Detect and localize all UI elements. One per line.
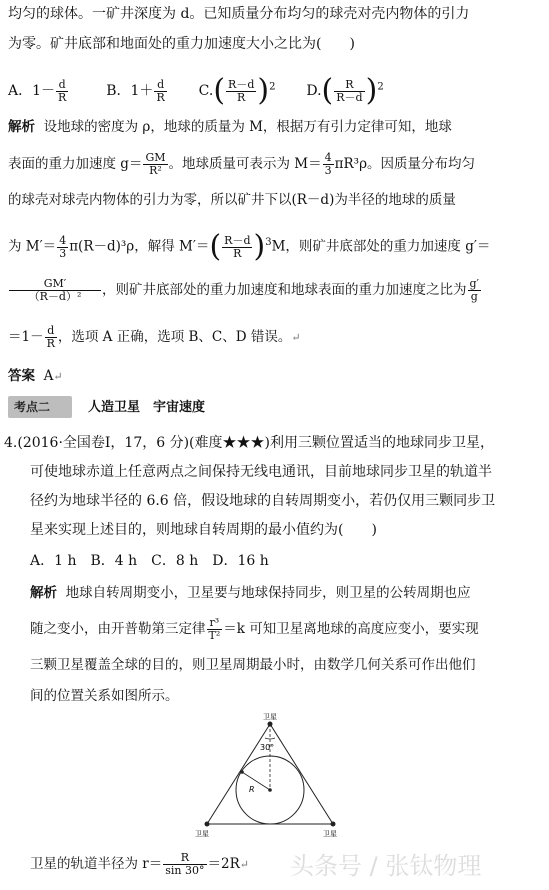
option-c: C.( $\frac{R-d}{R}$ )$^2$ [198,73,276,108]
q3-stem-line2: 为零。矿井底部和地面处的重力加速度大小之比为( ) [8,36,355,52]
angle-arc [265,738,275,739]
label-radius: R [249,785,255,794]
satellite-left [205,822,210,827]
answer-value: A [43,368,54,384]
tangent-point [240,770,244,774]
q4-line3: 径约为地球半径的 6.6 倍，假设地球的自转周期变小，若仍仅用三颗同步卫 [30,493,496,509]
q3-jiexi-line4: 为 M′＝ $\frac{4}{3}$ π(R－d)³ρ，解得 M′＝( $\frac{R-d}{R}$ )$^3$M，则矿井底部处的重力加速度 g′＝ [8,229,491,264]
q3-jiexi-line5: $\frac{GM'}{\text{（R－d）²}}$ ，则矿井底部处的重力加速度和地球表面的重力加速度之比为 $\frac{g'}{g}$ [8,278,482,303]
answer-label: 答案 [8,368,35,384]
option-d: D.( $\frac{R}{R-d}$ )$^2$ [306,73,384,108]
q3-jiexi-line2: 表面的重力加速度 g＝ $\frac{GM}{\text{R²}}$ 。地球质量可表示为 M＝ $\frac{4}{3}$ πR³ρ。因质量分布均匀 [8,151,476,177]
q3-jiexi-line3: 的球壳对球壳内物体的引力为零，所以矿井下以(R－d)为半径的地球的质量 [8,192,456,208]
earth-center [268,788,272,792]
q4-line2: 可使地球赤道上任意两点之间保持无线电通讯，目前地球同步卫星的轨道半 [30,464,492,480]
q4-final-line: 卫星的轨道半径为 r＝ $\frac{R}{\sin 30^\circ}$ ＝2R↵ [30,851,249,877]
q3-jiexi-line1: 解析 设地球的密度为 ρ，地球的质量为 M，根据万有引力定律可知，地球 [8,119,452,135]
section-title: 人造卫星 宇宙速度 [88,400,206,415]
q3-jiexi-line6: ＝1－ $\frac{d}{R}$ ，选项 A 正确，选项 B、C、D 错误。↵ [8,324,301,350]
label-angle: 30° [260,743,275,752]
q3-options [8,73,384,108]
satellite-right [331,822,336,827]
q4-jiexi-line2: 随之变小，由开普勒第三定律 $\frac{\text{r³}}{\text{T²}}$ ＝k 可知卫星离地球的高度应变小，要实现 [30,616,479,642]
option-a: A．1－ $\frac{d}{R}$ [8,77,67,104]
q4-jiexi-line1: 解析 地球自转周期变小，卫星要与地球保持同步，则卫星的公转周期也应 [30,585,471,601]
q3-stem-line1: 均匀的球体。一矿井深度为 d。已知质量分布均匀的球壳对壳内物体的引力 [8,6,470,22]
satellite-top [268,722,273,727]
q4-line1: 4.(2016·全国卷Ⅰ，17，6 分)(难度★★★)利用三颗位置适当的地球同步卫星， [4,435,494,451]
radius-line [242,772,270,790]
q4-options: A．1 h B．4 h C．8 h D．16 h [30,553,269,569]
q4-line4: 星来实现上述目的，则地球自转周期的最小值约为( ) [30,522,377,538]
watermark: 头条号 / 张钛物理 [290,852,482,880]
section-badge: 考点二 [8,396,72,418]
q4-jiexi-line4: 间的位置关系如图所示。 [30,688,179,704]
label-top-satellite: 卫星 [263,713,277,721]
q3-answer: 答案 A↵ [8,368,63,384]
q4-jiexi-line3: 三颗卫星覆盖全球的目的，则卫星周期最小时，由数学几何关系可作出他们 [30,657,476,673]
option-b: B．1＋ $\frac{d}{R}$ [106,77,165,104]
jiexi-label: 解析 [8,119,35,135]
label-right-satellite: 卫星 [323,830,337,838]
label-left-satellite: 卫星 [195,830,209,838]
satellite-geometry-figure [185,712,365,842]
